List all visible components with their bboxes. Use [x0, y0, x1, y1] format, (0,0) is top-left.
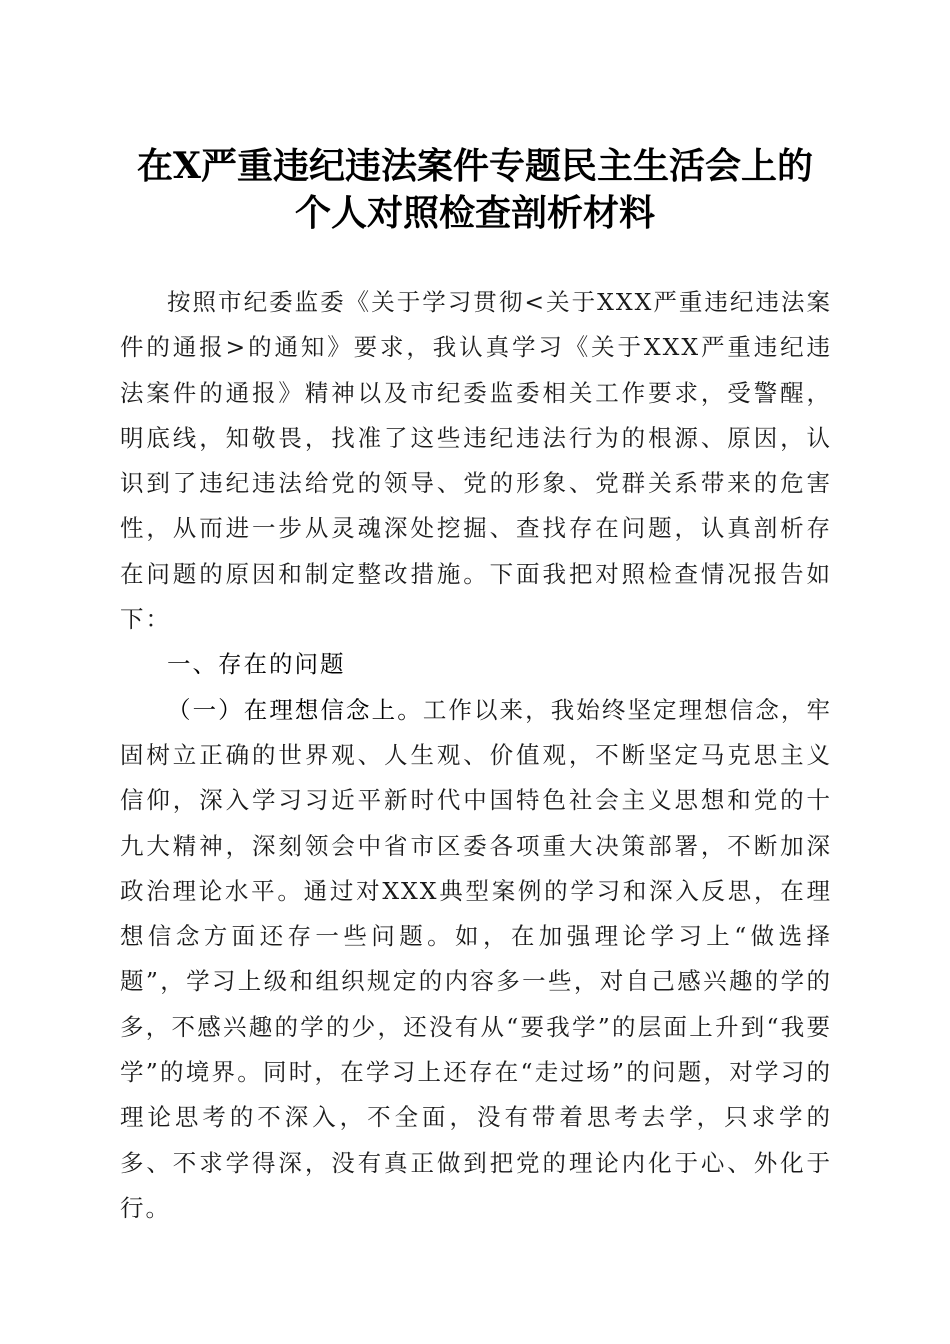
- document-title-line-1: 在X严重违纪违法案件专题民主生活会上的: [137, 145, 813, 187]
- item-heading: （一）在理想信念上。: [167, 695, 423, 724]
- item-body: 工作以来，我始终坚定理想信念，牢固树立正确的世界观、人生观、价值观，不断坚定马克思主义信仰，深入学习习近平新时代中国特色社会主义思想和党的十九大精神，深刻领会中省市区委各项重大决策部署，不断加深政治理论水平。通过对XXX典型案例的学习和深入反思，在理想信念方面还存一些问题。如，在加强理论学习上“做选择题”，学习上级和组织规定的内容多一些，对自己感兴趣的学的多，不感兴趣的学的少，还没有从“要我学”的层面上升到“我要学”的境界。同时，在学习上还存在“走过场”的问题，对学习的理论思考的不深入，不全面，没有带着思考去学，只求学的多、不求学得深，没有真正做到把党的理论内化于心、外化于行。: [120, 695, 833, 1222]
- document-body: [120, 280, 832, 1231]
- section-heading: 一、存在的问题: [167, 650, 346, 679]
- document-title-line-2: 个人对照检查剖析材料: [294, 192, 655, 234]
- intro-paragraph: 按照市纪委监委《关于学习贯彻<关于XXX严重违纪违法案件的通报>的通知》要求，我认真学习《关于XXX严重违纪违法案件的通报》精神以及市纪委监委相关工作要求，受警醒，明底线，知敬畏，找准了这些违纪违法行为的根源、原因，认识到了违纪违法给党的领导、党的形象、党群关系带来的危害性，从而进一步从灵魂深处挖掘、查找存在问题，认真剖析存在问题的原因和制定整改措施。下面我把对照检查情况报告如下：: [120, 288, 832, 634]
- item-paragraph: [120, 688, 832, 1232]
